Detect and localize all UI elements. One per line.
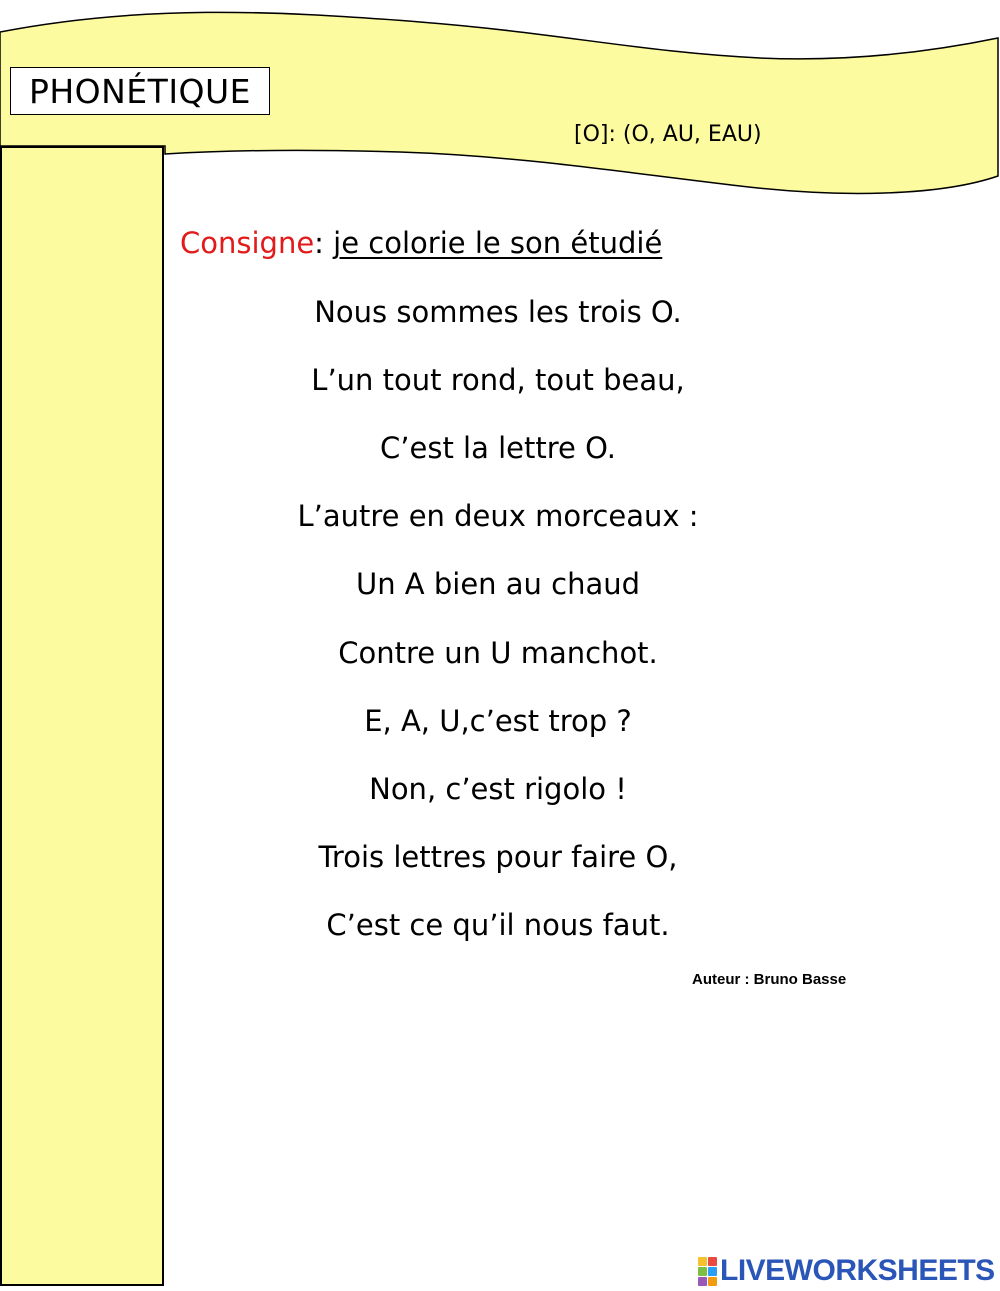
poem-line: Un A bien au chaud — [355, 567, 641, 601]
poem-line: E, A, U,c’est trop ? — [364, 704, 632, 738]
poem-line: Trois lettres pour faire O, — [318, 840, 678, 874]
poem-line: L’un tout rond, tout beau, — [311, 363, 685, 397]
instruction-text: je colorie le son étudié — [333, 226, 663, 260]
sound-label: [O]: (O, AU, EAU) — [574, 122, 762, 147]
left-sidebar — [0, 146, 164, 1286]
poem-line: Nous sommes les trois O. — [314, 295, 682, 329]
liveworksheets-logo — [698, 1256, 995, 1286]
instruction — [180, 226, 662, 260]
liveworksheets-logo-text: LIVEWORKSHEETS — [720, 1254, 995, 1287]
poem-line: Contre un U manchot. — [338, 636, 658, 670]
liveworksheets-logo-icon — [698, 1257, 717, 1286]
poem-line: L’autre en deux morceaux : — [297, 499, 699, 533]
poem-line: C’est la lettre O. — [380, 431, 616, 465]
author-credit: Auteur : Bruno Basse — [692, 971, 847, 988]
instruction-separator: : — [314, 226, 324, 260]
instruction-label: Consigne — [180, 226, 315, 260]
poem-line: Non, c’est rigolo ! — [369, 772, 627, 806]
poem-line: C’est ce qu’il nous faut. — [326, 908, 670, 942]
page-title: PHONÉTIQUE — [10, 67, 270, 115]
